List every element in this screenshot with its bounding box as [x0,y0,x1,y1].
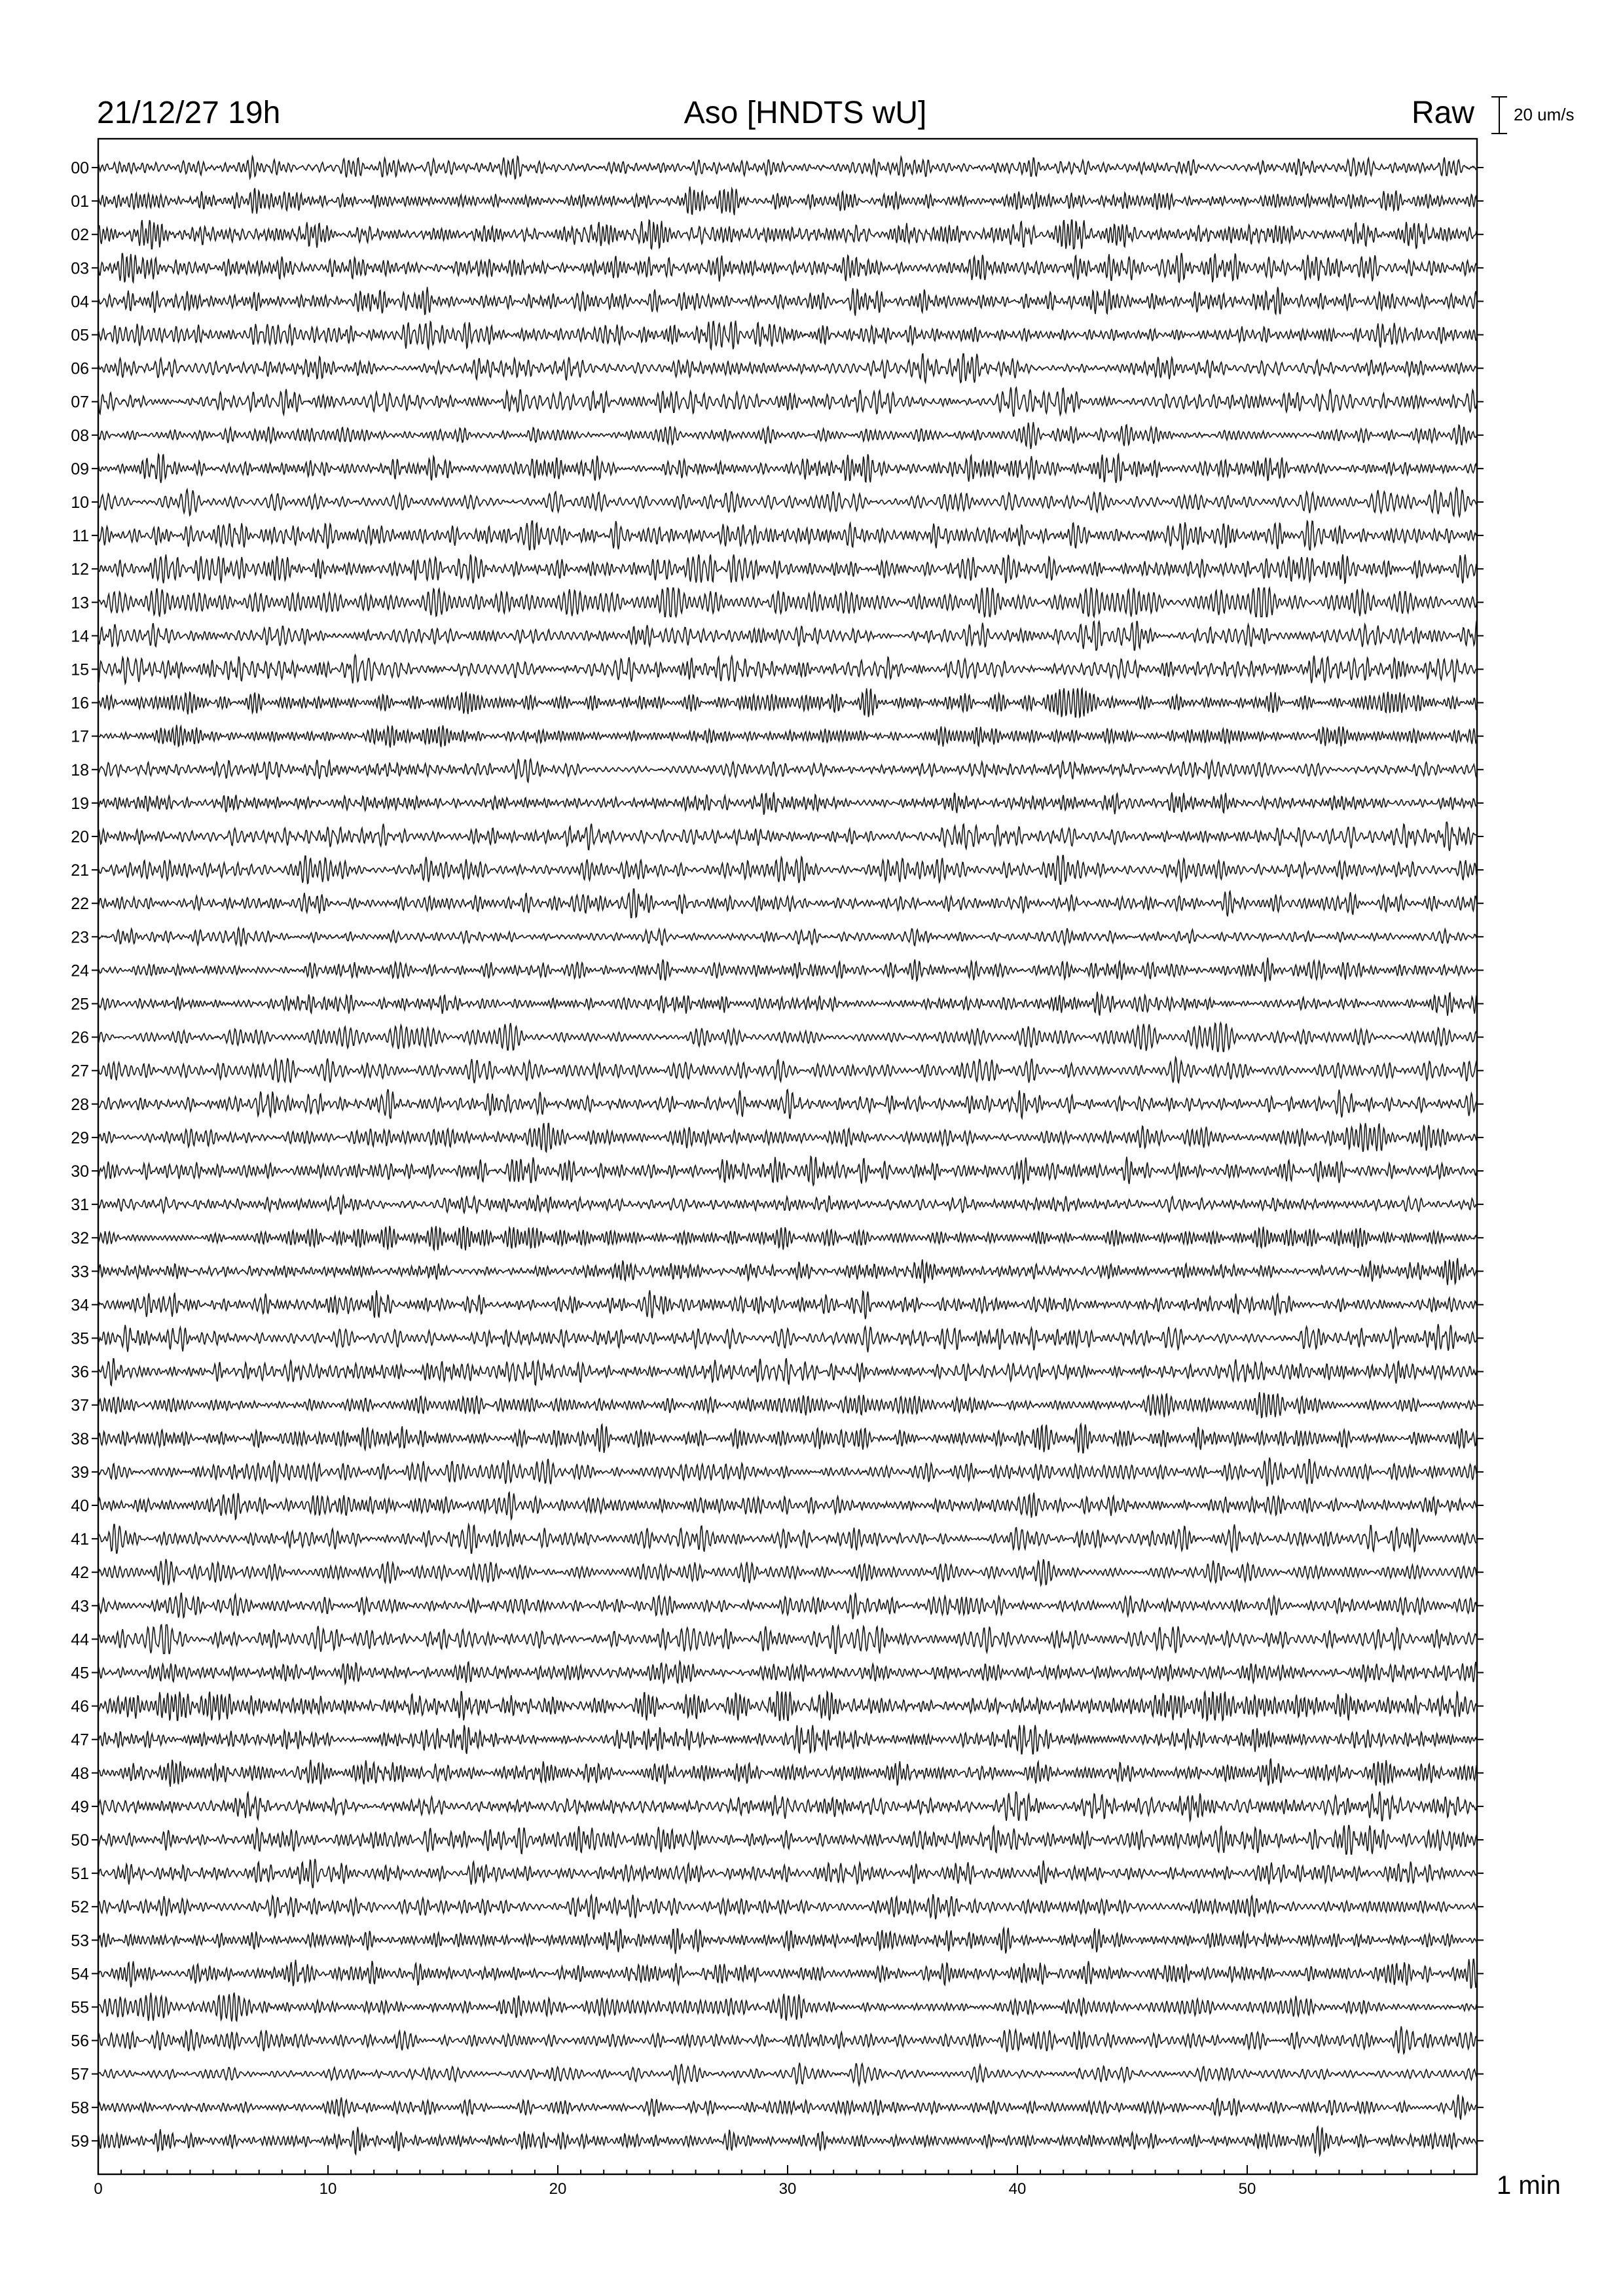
row-label: 07 [71,393,89,412]
trace-row-15 [98,655,1477,684]
row-label: 19 [71,794,89,813]
row-label: 00 [71,159,89,177]
row-label: 31 [71,1196,89,1215]
trace-row-55 [98,1993,1477,2022]
row-label: 46 [71,1697,89,1716]
x-tick-label: 0 [94,2180,103,2198]
trace-row-04 [98,287,1477,315]
trace-row-48 [98,1759,1477,1787]
x-axis-unit-label: 1 min [1497,2171,1561,2200]
trace-row-05 [98,321,1477,350]
scale-bar [1491,97,1507,134]
row-label: 44 [71,1630,89,1649]
trace-row-09 [98,454,1477,483]
row-label: 29 [71,1128,89,1147]
row-label: 52 [71,1898,89,1917]
trace-row-36 [98,1358,1477,1386]
trace-row-49 [98,1792,1477,1821]
row-label: 14 [71,627,89,646]
row-label: 49 [71,1797,89,1816]
row-label: 12 [71,560,89,579]
row-label: 23 [71,928,89,947]
trace-row-26 [98,1023,1477,1052]
trace-row-02 [98,220,1477,249]
row-label: 15 [71,660,89,679]
row-label: 36 [71,1363,89,1382]
trace-row-34 [98,1290,1477,1319]
row-label: 25 [71,995,89,1014]
trace-row-54 [98,1959,1477,1988]
x-tick-label: 30 [778,2180,797,2198]
trace-row-07 [98,387,1477,416]
row-label: 26 [71,1028,89,1047]
row-label: 27 [71,1062,89,1081]
row-label: 01 [71,192,89,211]
row-label: 13 [71,594,89,613]
row-label: 34 [71,1296,89,1315]
trace-row-44 [98,1624,1477,1653]
trace-row-01 [98,187,1477,215]
trace-row-11 [98,521,1477,550]
trace-row-21 [98,855,1477,884]
datetime-label: 21/12/27 19h [97,96,281,130]
row-label: 54 [71,1965,89,1984]
row-label: 35 [71,1329,89,1348]
row-label: 50 [71,1831,89,1850]
trace-row-47 [98,1725,1477,1754]
row-label: 06 [71,359,89,378]
trace-row-46 [98,1692,1477,1721]
station-title: Aso [HNDTS wU] [684,96,927,130]
trace-row-03 [98,253,1477,282]
trace-row-31 [98,1195,1477,1214]
trace-row-00 [98,156,1477,179]
row-label: 53 [71,1931,89,1950]
trace-row-56 [98,2026,1477,2054]
trace-row-32 [98,1226,1477,1250]
row-label: 09 [71,459,89,478]
row-label: 45 [71,1664,89,1683]
trace-row-19 [98,793,1477,815]
row-label: 17 [71,727,89,746]
trace-row-42 [98,1559,1477,1585]
x-tick-label: 20 [549,2180,567,2198]
row-label: 24 [71,961,89,980]
trace-row-40 [98,1492,1477,1519]
trace-row-45 [98,1661,1477,1683]
row-labels [71,159,89,2151]
trace-row-24 [98,958,1477,982]
row-label: 33 [71,1263,89,1282]
row-label: 38 [71,1429,89,1448]
trace-row-22 [98,889,1477,918]
trace-row-17 [98,725,1477,748]
trace-row-59 [98,2126,1477,2155]
trace-row-18 [98,759,1477,782]
trace-row-39 [98,1458,1477,1486]
trace-row-29 [98,1123,1477,1152]
trace-row-50 [98,1825,1477,1854]
x-tick-label: 50 [1238,2180,1256,2198]
trace-row-16 [98,689,1477,717]
row-label: 11 [72,527,89,546]
row-label: 30 [71,1162,89,1181]
trace-row-27 [98,1057,1477,1083]
row-label: 16 [71,694,89,713]
row-label: 48 [71,1764,89,1783]
trace-row-06 [98,354,1477,383]
trace-row-14 [98,621,1477,650]
trace-row-30 [98,1157,1477,1185]
trace-row-37 [98,1392,1477,1418]
traces [98,156,1477,2155]
trace-row-13 [98,588,1477,617]
row-label: 10 [71,493,89,512]
scale-label: 20 um/s [1514,105,1575,124]
trace-row-43 [98,1593,1477,1620]
row-label: 47 [71,1731,89,1749]
trace-row-28 [98,1090,1477,1119]
row-label: 22 [71,895,89,914]
row-label: 28 [71,1095,89,1114]
trace-row-38 [98,1424,1477,1453]
row-label: 02 [71,226,89,245]
x-axis [94,2165,1454,2198]
trace-row-20 [98,822,1477,851]
row-label: 58 [71,2098,89,2117]
row-label: 40 [71,1497,89,1515]
row-label: 32 [71,1229,89,1248]
row-label: 03 [71,259,89,278]
row-label: 42 [71,1564,89,1583]
row-label: 57 [71,2065,89,2084]
row-label: 08 [71,426,89,445]
x-tick-label: 40 [1008,2180,1027,2198]
row-label: 56 [71,2032,89,2051]
trace-row-58 [98,2094,1477,2119]
trace-row-35 [98,1324,1477,1352]
row-label: 39 [71,1463,89,1482]
row-label: 20 [71,828,89,846]
row-label: 55 [71,1998,89,2017]
trace-row-52 [98,1894,1477,1920]
row-label: 59 [71,2132,89,2151]
mode-label: Raw [1411,96,1474,130]
row-label: 18 [71,761,89,780]
row-label: 04 [71,293,89,312]
trace-row-41 [98,1524,1477,1553]
trace-row-33 [98,1258,1477,1285]
row-label: 37 [71,1396,89,1415]
row-label: 43 [71,1597,89,1616]
row-label: 05 [71,326,89,345]
trace-row-57 [98,2063,1477,2086]
row-label: 51 [71,1865,89,1884]
trace-row-08 [98,422,1477,449]
x-tick-label: 10 [319,2180,337,2198]
row-label: 21 [71,861,89,880]
row-label: 41 [71,1530,89,1549]
trace-row-10 [98,488,1477,516]
trace-row-12 [98,554,1477,583]
trace-row-53 [98,1928,1477,1954]
trace-row-25 [98,992,1477,1016]
trace-row-23 [98,928,1477,947]
trace-row-51 [98,1859,1477,1888]
